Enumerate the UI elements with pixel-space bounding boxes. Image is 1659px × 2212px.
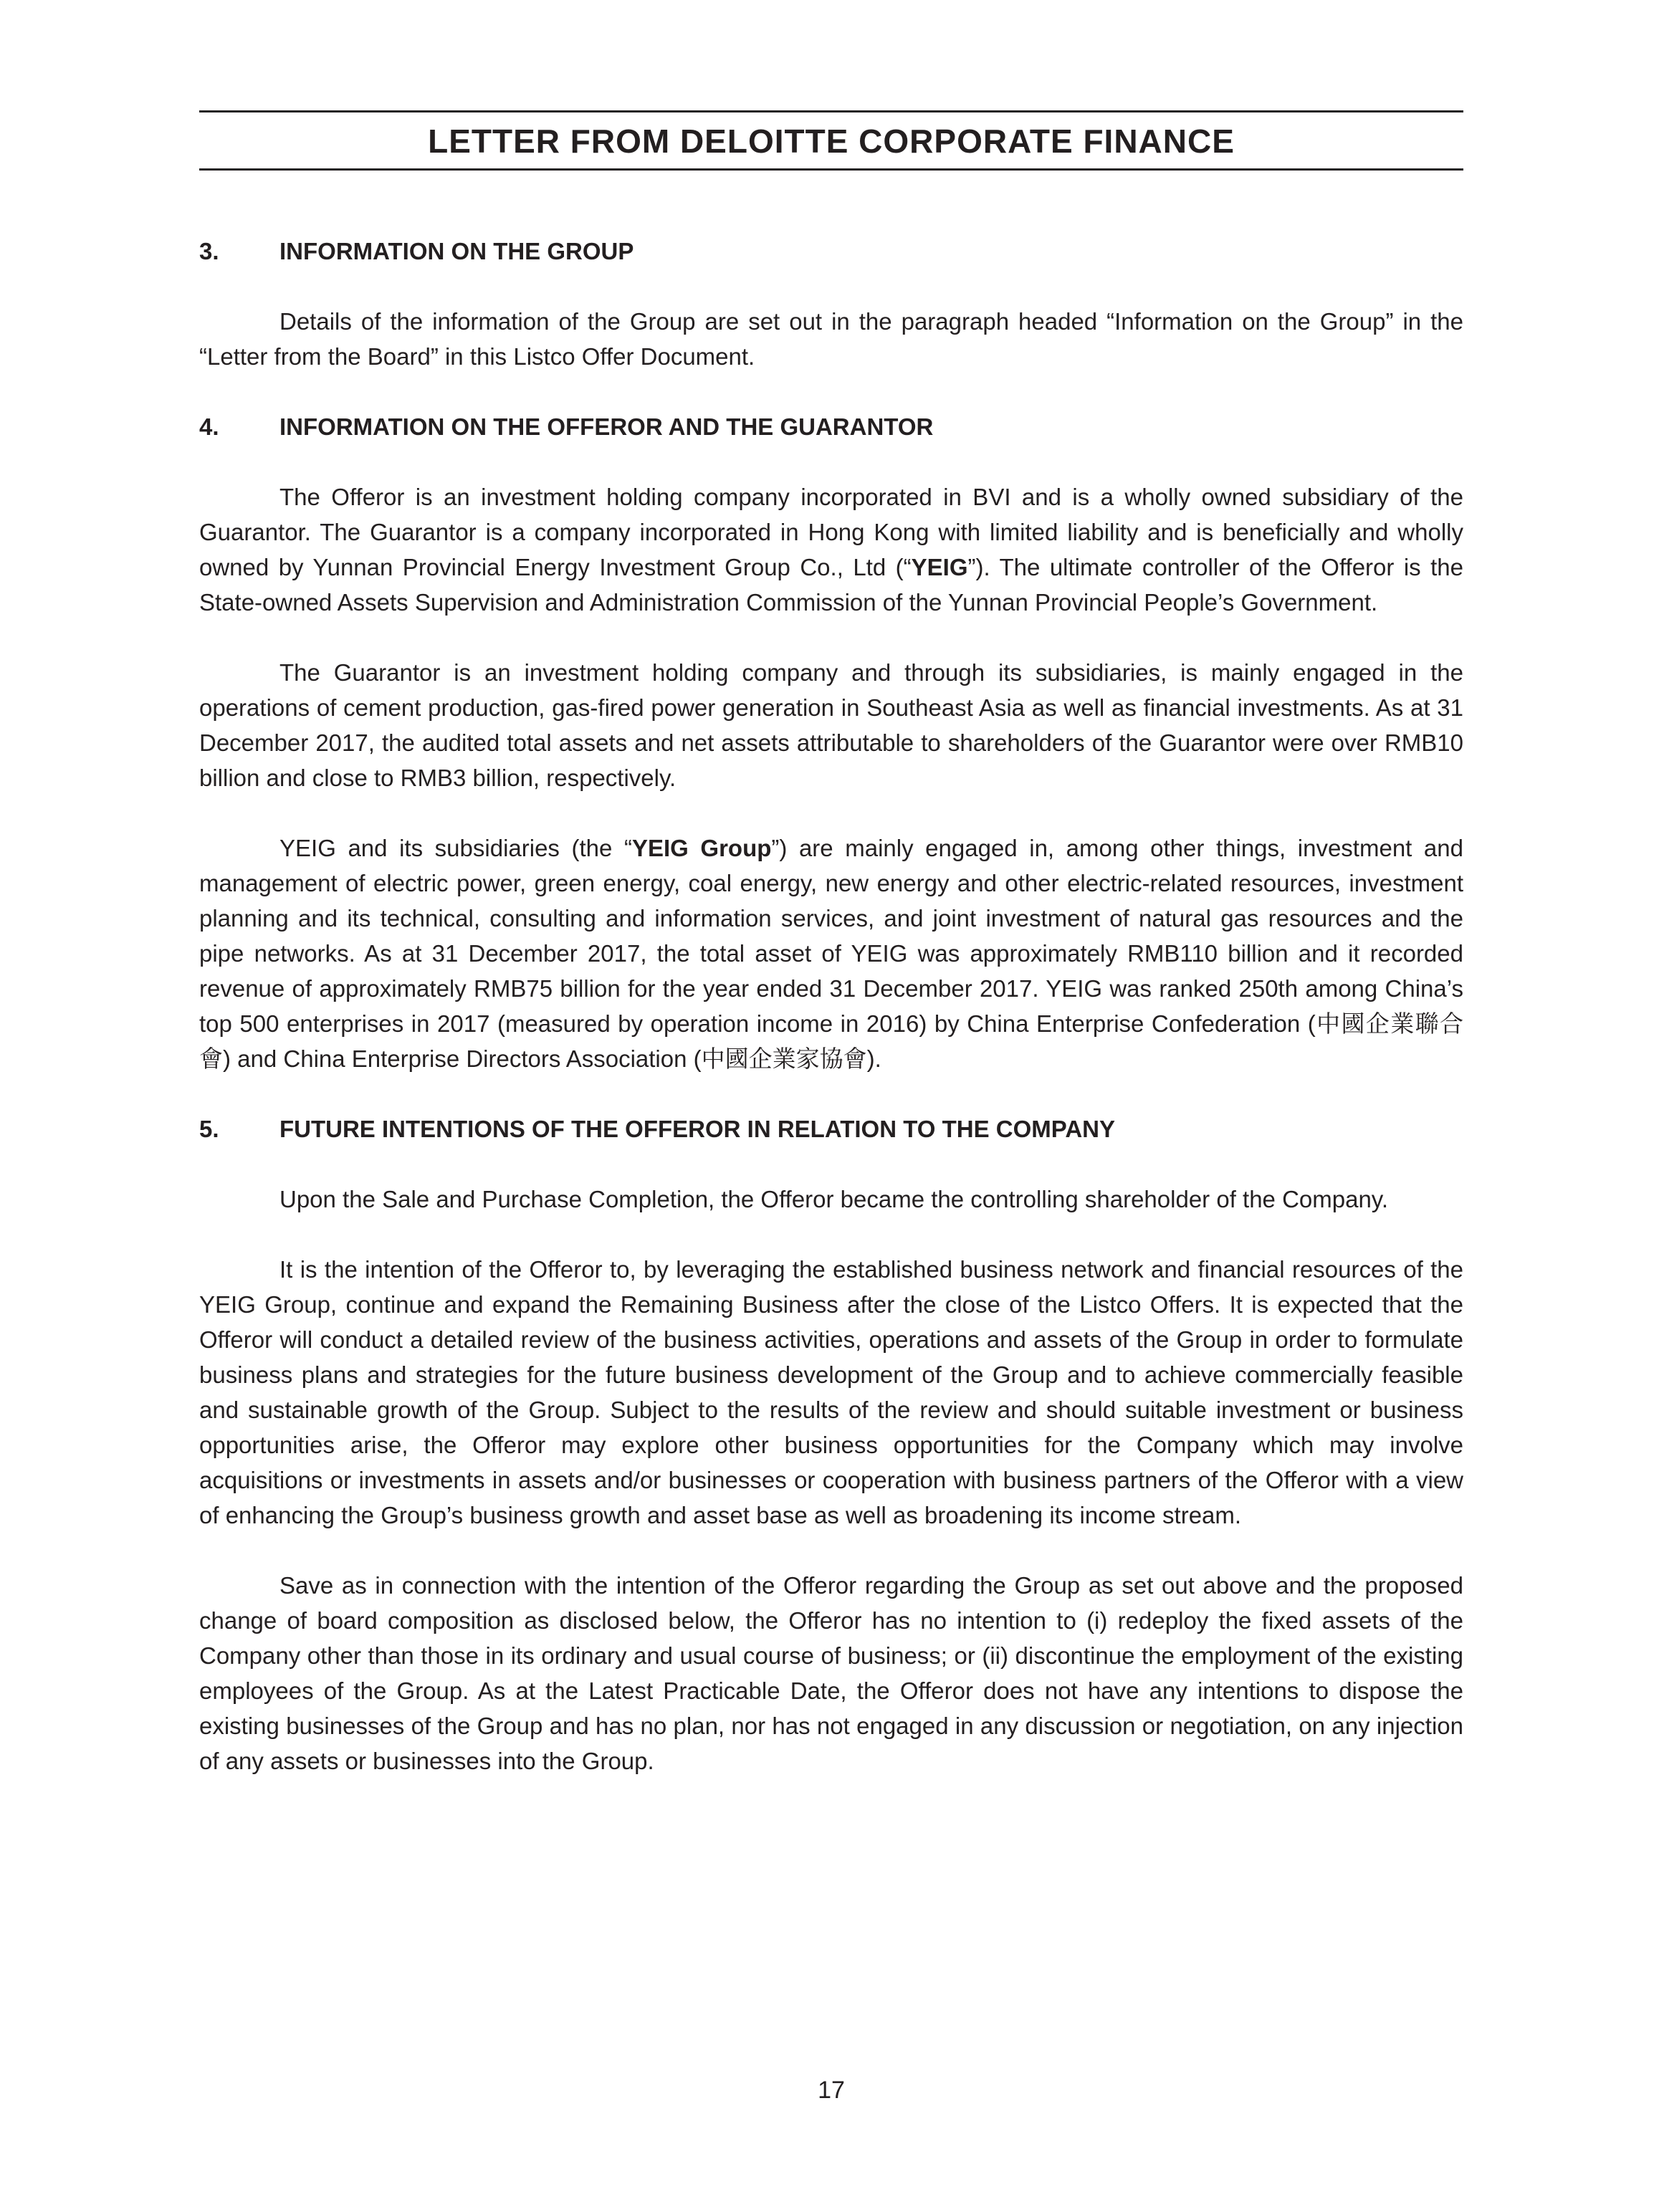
section-number: 5. [199, 1116, 219, 1142]
header-bottom-rule [199, 168, 1463, 171]
section-title: INFORMATION ON THE GROUP [279, 238, 634, 264]
paragraph-text: ”) are mainly engaged in, among other things, investment and management of electric power, green energy, coal energy, new energy and other electric-related resources, investment planning and its technical, consulting and information services, and joint investment of natural gas resources and the pipe networks. As at 31 December 2017, the total asset of YEIG was approximately RMB110 billion and it recorded revenue of approximately RMB75 billion for the year ended 31 December 2017. YEIG was ranked 250th among China’s top 500 enterprises in 2017 (measured by operation income in 2016) by China Enterprise Confederation (中國企業聯合會) and China Enterprise Directors Association (中國企業家協會). [199, 835, 1463, 1072]
document-page [199, 0, 1463, 2212]
section-number: 3. [199, 238, 219, 264]
section-number: 4. [199, 413, 219, 440]
section-title: INFORMATION ON THE OFFEROR AND THE GUARANTOR [279, 413, 934, 440]
page-number: 17 [818, 2077, 845, 2104]
paragraph: Details of the information of the Group are set out in the paragraph headed “Information on the Group” in the “Letter from the Board” in this Listco Offer Document. [199, 308, 1463, 370]
paragraph: The Guarantor is an investment holding company and through its subsidiaries, is mainly engaged in the operations of cement production, gas-fired power generation in Southeast Asia as well as financial investments. As at 31 December 2017, the audited total assets and net assets attributable to shareholders of the Guarantor were over RMB10 billion and close to RMB3 billion, respectively. [199, 659, 1463, 791]
section-heading [199, 1111, 1463, 1146]
section-heading [199, 234, 1463, 269]
defined-term: YEIG [911, 554, 968, 580]
section-heading [199, 409, 1463, 444]
document-body [199, 234, 1463, 1814]
page-title: LETTER FROM DELOITTE CORPORATE FINANCE [428, 123, 1235, 160]
defined-term: YEIG Group [631, 835, 772, 861]
header-top-rule [199, 110, 1463, 112]
page-header [199, 110, 1463, 171]
paragraph: It is the intention of the Offeror to, by leveraging the established business network and financial resources of the YEIG Group, continue and expand the Remaining Business after the close of the Listco Offers. It is expected that the Offeror will conduct a detailed review of the business activities, operations and assets of the Group in order to formulate business plans and strategies for the future business development of the Group and to achieve commercially feasible and sustainable growth of the Group. Subject to the results of the review and should suitable investment or business opportunities arise, the Offeror may explore other business opportunities for the Company which may involve acquisitions or investments in assets and/or businesses or cooperation with business partners of the Offeror with a view of enhancing the Group’s business growth and asset base as well as broadening its income stream. [199, 1256, 1463, 1528]
section-title: FUTURE INTENTIONS OF THE OFFEROR IN RELATION TO THE COMPANY [279, 1116, 1115, 1142]
paragraph: Upon the Sale and Purchase Completion, the Offeror became the controlling shareholder of the Company. [279, 1186, 1389, 1212]
paragraph-text: The Offeror is an investment holding company incorporated in BVI and is a wholly owned subsidiary of the Guarantor. The Guarantor is a company incorporated in Hong Kong with limited liability and is beneficially and wholly owned by Yunnan Provincial Energy Investment Group Co., Ltd (“ [199, 484, 1463, 580]
paragraph [199, 830, 1463, 1076]
paragraph [199, 479, 1463, 620]
paragraph-text: ”). The ultimate controller of the Offeror is the State-owned Assets Supervision and Administration Commission of the Yunnan Provincial People’s Government. [199, 554, 1463, 616]
paragraph-text: YEIG and its subsidiaries (the “ [279, 835, 632, 861]
paragraph: Save as in connection with the intention of the Offeror regarding the Group as set out above and the proposed change of board composition as disclosed below, the Offeror has no intention to (i) redeploy the fixed assets of the Company other than those in its ordinary and usual course of business; or (ii) discontinue the employment of the existing employees of the Group. As at the Latest Practicable Date, the Offeror does not have any intentions to dispose the existing businesses of the Group and has no plan, nor has not engaged in any discussion or negotiation, on any injection of any assets or businesses into the Group. [199, 1572, 1463, 1774]
